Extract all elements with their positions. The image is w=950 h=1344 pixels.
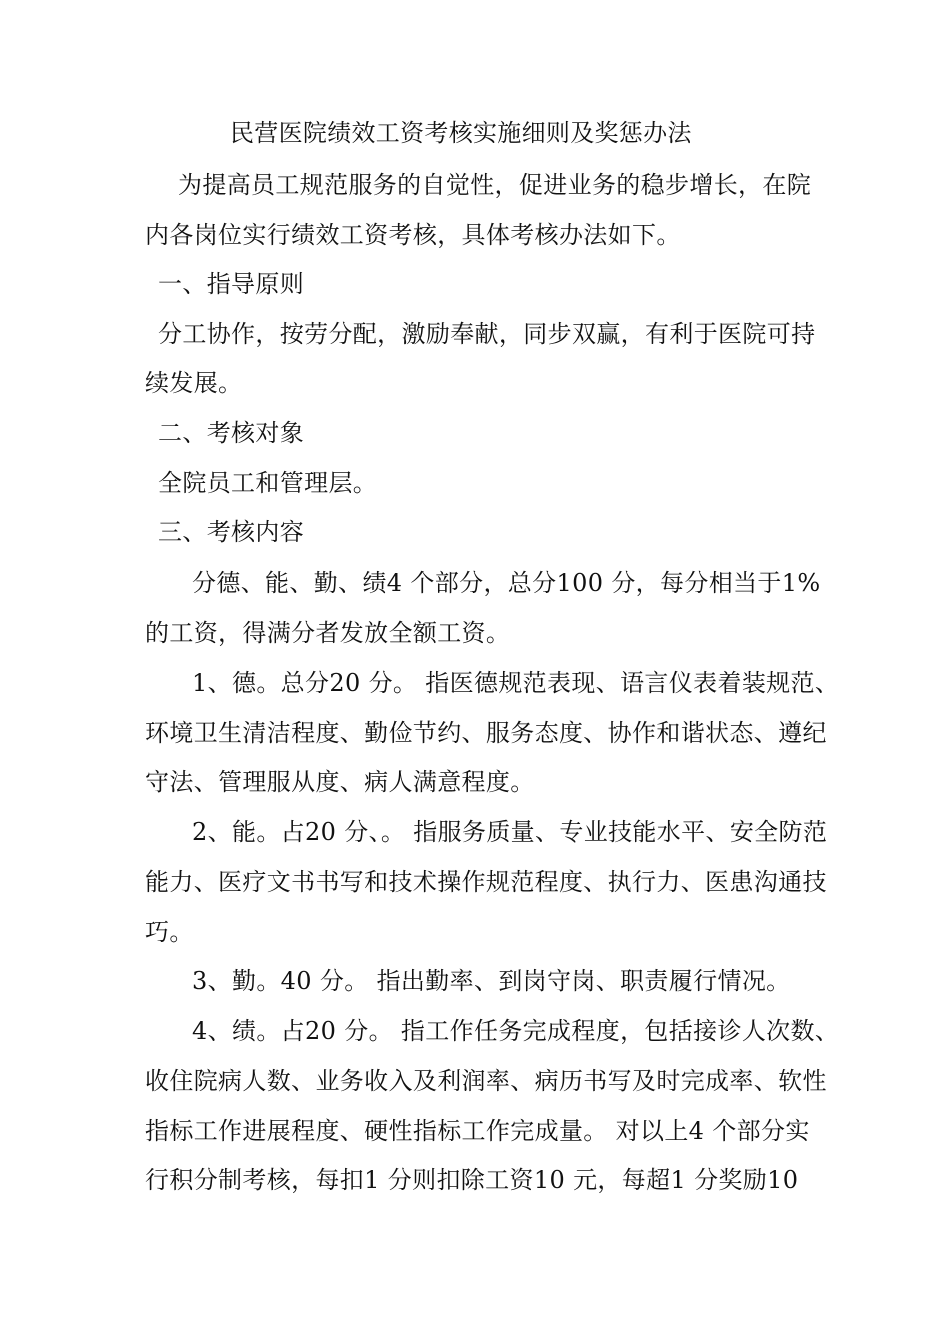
section-body-line: 分德、能、勤、绩4 个部分，总分100 分，每分相当于1% — [192, 569, 821, 597]
section-heading: 一、指导原则 — [158, 270, 305, 298]
intro-paragraph-line: 为提高员工规范服务的自觉性，促进业务的稳步增长，在院 — [178, 171, 812, 199]
item-line: 3、勤。40 分。 指出勤率、到岗守岗、职责履行情况。 — [192, 967, 791, 995]
section-body-line: 续发展。 — [145, 369, 243, 397]
item-line: 收住院病人数、业务收入及利润率、病历书写及时完成率、软性 — [145, 1067, 827, 1095]
item-line: 行积分制考核，每扣1 分则扣除工资10 元，每超1 分奖励10 — [145, 1166, 799, 1194]
item-line: 2、能。占20 分、。 指服务质量、专业技能水平、安全防范 — [192, 818, 828, 846]
item-line: 巧。 — [145, 918, 194, 946]
section-heading: 二、考核对象 — [158, 419, 305, 447]
intro-paragraph-line: 内各岗位实行绩效工资考核，具体考核办法如下。 — [145, 221, 681, 249]
item-line: 能力、医疗文书书写和技术操作规范程度、执行力、医患沟通技 — [145, 868, 827, 896]
item-line: 环境卫生清洁程度、勤俭节约、服务态度、协作和谐状态、遵纪 — [145, 719, 827, 747]
item-line: 指标工作进展程度、硬性指标工作完成量。 对以上4 个部分实 — [145, 1117, 810, 1145]
document-title: 民营医院绩效工资考核实施细则及奖惩办法 — [230, 119, 692, 147]
section-body-line: 全院员工和管理层。 — [158, 469, 378, 497]
item-line: 守法、管理服从度、病人满意程度。 — [145, 768, 535, 796]
item-line: 4、绩。占20 分。 指工作任务完成程度，包括接诊人次数、 — [192, 1017, 840, 1045]
section-body-line: 分工协作，按劳分配，激励奉献，同步双赢，有利于医院可持 — [158, 320, 816, 348]
section-heading: 三、考核内容 — [158, 518, 305, 546]
section-body-line: 的工资，得满分者发放全额工资。 — [145, 619, 511, 647]
item-line: 1、德。总分20 分。 指医德规范表现、语言仪表着装规范、 — [192, 669, 840, 697]
